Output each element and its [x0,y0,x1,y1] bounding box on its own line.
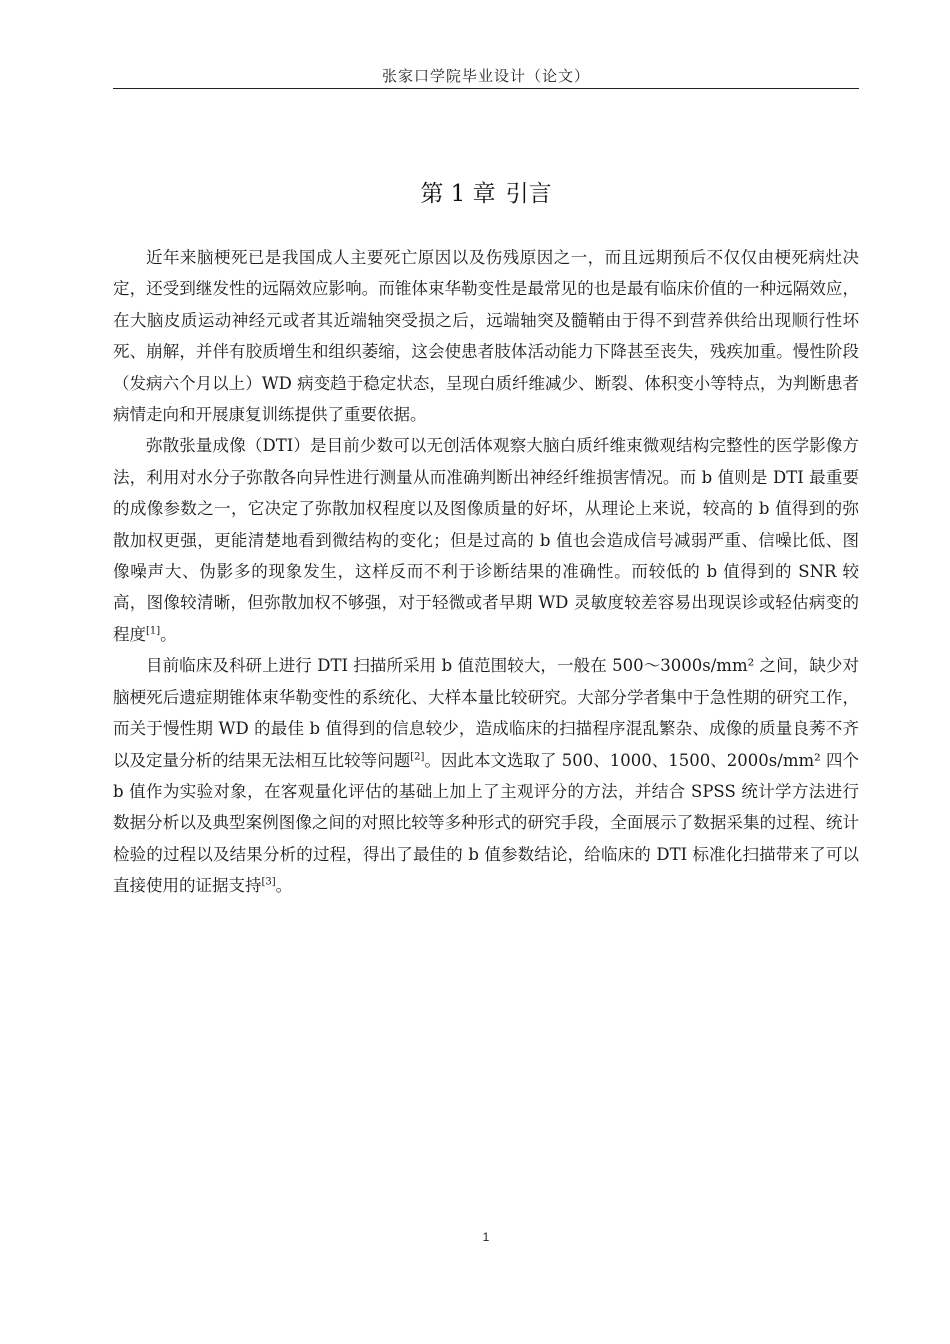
paragraph-3 [113,650,859,901]
paragraph-1 [113,242,859,430]
page-number [113,1230,859,1244]
chapter-name: 引言 [505,181,552,207]
page-header [113,66,859,89]
citation-ref: [1] [146,625,161,637]
paragraph-3-middle: 。因此本文选取了 500、1000、1500、2000s/mm² 四个 b 值作为实验对象，在客观量化评估的基础上加上了主观评分的方法，并结合 SPSS 统计学方法进行数据分析以及典型案例图像之间的对照比较等多种形式的研究手段，全面展示了数据采集的过程、统计检验的过程以及结果分析的过程，得出了最佳的 b 值参数结论，给临床的 DTI 标准化扫描带来了可以直接使用的证据支持 [113,750,859,896]
chapter-title [113,176,859,212]
citation-ref: [3] [261,876,276,888]
paragraph-2 [113,430,859,650]
paragraph-3-text: 目前临床及科研上进行 DTI 扫描所采用 b 值范围较大，一般在 500～3000s/mm² 之间，缺少对脑梗死后遗症期锥体束华勒变性的系统化、大样本量比较研究。大部分学者集中于急性期的研究工作，而关于慢性期 WD 的最佳 b 值得到的信息较少，造成临床的扫描程序混乱繁杂、成像的质量良莠不齐以及定量分析的结果无法相互比较等问题 [113,656,859,770]
body-text [113,242,859,902]
citation-ref: [2] [410,751,425,762]
paragraph-2-tail: 。 [160,624,177,644]
chapter-number: 第 1 章 [420,181,496,207]
paragraph-2-text: 弥散张量成像（DTI）是目前少数可以无创活体观察大脑白质纤维束微观结构完整性的医学影像方法，利用对水分子弥散各向异性进行测量从而准确判断出神经纤维损害情况。而 b 值则是 DTI 最重要的成像参数之一，它决定了弥散加权程度以及图像质量的好坏，从理论上来说，较高的 b 值得到的弥散加权更强，更能清楚地看到微结构的变化；但是过高的 b 值也会造成信号减弱严重、信噪比低、图像噪声大、伪影多的现象发生，这样反而不利于诊断结果的准确性。而较低的 b 值得到的 SNR 较高，图像较清晰，但弥散加权不够强，对于轻微或者早期 WD 灵敏度较差容易出现误诊或轻估病变的程度 [113,436,859,644]
page-number-text: 1 [482,1230,490,1244]
header-text: 张家口学院毕业设计（论文） [381,67,590,85]
paragraph-1-text: 近年来脑梗死已是我国成人主要死亡原因以及伤残原因之一，而且远期预后不仅仅由梗死病灶决定，还受到继发性的远隔效应影响。而锥体束华勒变性是最常见的也是最有临床价值的一种远隔效应，在大脑皮质运动神经元或者其近端轴突受损之后，远端轴突及髓鞘由于得不到营养供给出现顺行性坏死、崩解，并伴有胶质增生和组织萎缩，这会使患者肢体活动能力下降甚至丧失，残疾加重。慢性阶段（发病六个月以上）WD 病变趋于稳定状态，呈现白质纤维减少、断裂、体积变小等特点，为判断患者病情走向和开展康复训练提供了重要依据。 [113,248,859,425]
paragraph-3-tail: 。 [275,876,293,896]
